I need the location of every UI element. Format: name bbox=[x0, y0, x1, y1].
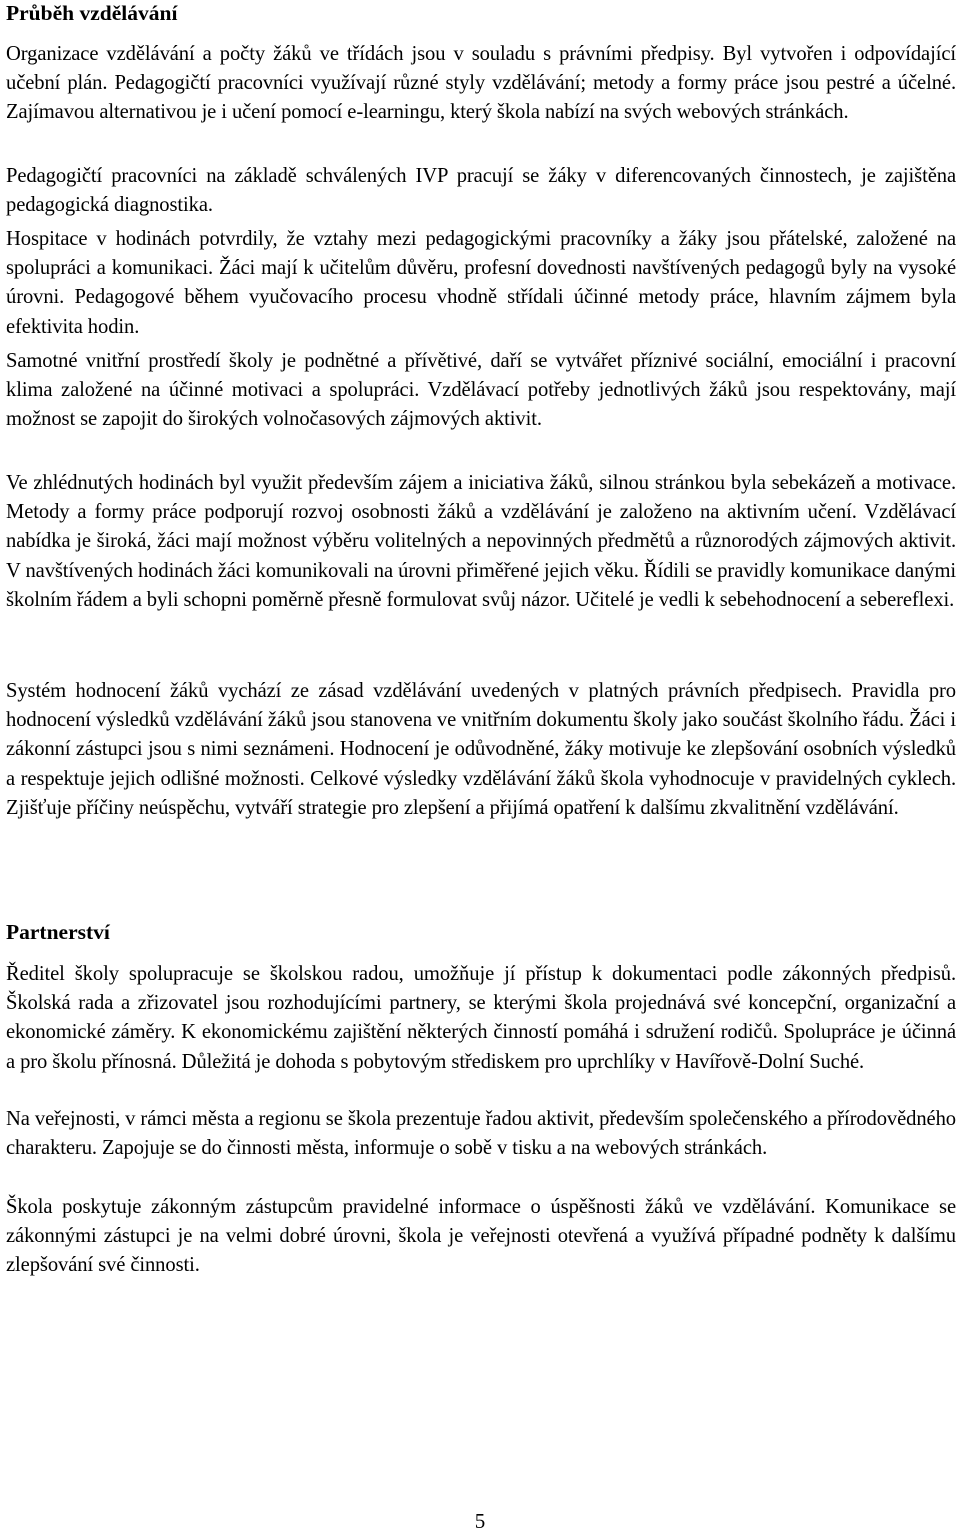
paragraph bbox=[6, 40, 956, 128]
paragraph-text: Samotné vnitřní prostředí školy je podnětné a přívětivé, daří se vytvářet příznivé sociální, emociální i pracovní klima založené na účinné motivaci a spolupráci. Vzdělávací potřeby jednotlivých žáků jsou respektovány, mají možnost se zapojit do širokých volnočasových zájmových aktivit. bbox=[6, 350, 956, 431]
page-number: 5 bbox=[474, 1509, 486, 1533]
paragraph-text: Na veřejnosti, v rámci města a regionu se škola prezentuje řadou aktivit, především společenského a přírodovědného charakteru. Zapojuje se do činnosti města, informuje o sobě v tisku a na webových stránkách. bbox=[6, 1108, 956, 1160]
paragraph-text: Škola poskytuje zákonným zástupcům pravidelné informace o úspěšnosti žáků ve vzdělávání. Komunikace se zákonnými zástupci je na velmi dobré úrovni, škola je veřejnosti otevřená a využívá případné podněty k dalšímu zlepšování své činnosti. bbox=[6, 1196, 956, 1277]
paragraph-text: Ředitel školy spolupracuje se školskou radou, umožňuje jí přístup k dokumentaci podle zákonných předpisů. Školská rada a zřizovatel jsou rozhodujícími partnery, se kterými škola projednává své koncepční, organizační a ekonomické záměry. K ekonomickému zajištění některých činností pomáhá i sdružení rodičů. Spolupráce je účinná a pro školu přínosná. Důležitá je dohoda s pobytovým střediskem pro uprchlíky v Havířově-Dolní Suché. bbox=[6, 963, 956, 1073]
paragraph-text: Systém hodnocení žáků vychází ze zásad vzdělávání uvedených v platných právních předpisech. Pravidla pro hodnocení výsledků vzdělávání žáků jsou stanovena ve vnitřním dokumentu školy jako součást školního řádu. Žáci i zákonní zástupci jsou s nimi seznámeni. Hodnocení je odůvodněné, žáky motivuje ke zlepšování osobních výsledků a respektuje jejich odlišné možnosti. Celkové výsledky vzdělávání žáků škola vyhodnocuje v pravidelných cyklech. Zjišťuje příčiny neúspěchu, vytváří strategie pro zlepšení a přijímá opatření k dalšímu zkvalitnění vzdělávání. bbox=[6, 680, 956, 819]
paragraph bbox=[6, 469, 956, 615]
paragraph bbox=[6, 1105, 956, 1163]
section-heading-partnerstvi: Partnerství bbox=[6, 920, 110, 944]
paragraph bbox=[6, 960, 956, 1077]
paragraph-text: Pedagogičtí pracovníci na základě schválených IVP pracují se žáky v diferencovaných činnostech, je zajištěna pedagogická diagnostika. bbox=[6, 165, 956, 217]
paragraph bbox=[6, 1193, 956, 1281]
paragraph bbox=[6, 162, 956, 220]
section-heading-prubeh-vzdelavani: Průběh vzdělávání bbox=[6, 1, 178, 25]
paragraph bbox=[6, 677, 956, 823]
paragraph-text: Organizace vzdělávání a počty žáků ve třídách jsou v souladu s právními předpisy. Byl vytvořen i odpovídající učební plán. Pedagogičtí pracovníci využívají různé styly vzdělávání; metody a formy práce jsou pestré a účelné. Zajímavou alternativou je i učení pomocí e-learningu, který škola nabízí na svých webových stránkách. bbox=[6, 43, 956, 124]
paragraph-text: Hospitace v hodinách potvrdily, že vztahy mezi pedagogickými pracovníky a žáky jsou přátelské, založené na spolupráci a komunikaci. Žáci mají k učitelům důvěru, profesní dovednosti navštívených pedagogů byly na vysoké úrovni. Pedagogové během vyučovacího procesu vhodně střídali účinné metody práce, hlavním zájmem byla efektivita hodin. bbox=[6, 228, 956, 338]
paragraph bbox=[6, 347, 956, 435]
paragraph bbox=[6, 225, 956, 342]
paragraph-text: Ve zhlédnutých hodinách byl využit především zájem a iniciativa žáků, silnou stránkou byla sebekázeň a motivace. Metody a formy práce podporují rozvoj osobnosti žáků a vzdělávání je založeno na aktivním učení. Vzdělávací nabídka je široká, žáci mají možnost výběru volitelných a nepovinných předmětů a různorodých zájmových aktivit. V navštívených hodinách žáci komunikovali na úrovni přiměřené jejich věku. Řídili se pravidly komunikace danými školním řádem a byli schopni poměrně přesně formulovat svůj názor. Učitelé je vedli k sebehodnocení a sebereflexi. bbox=[6, 472, 956, 611]
